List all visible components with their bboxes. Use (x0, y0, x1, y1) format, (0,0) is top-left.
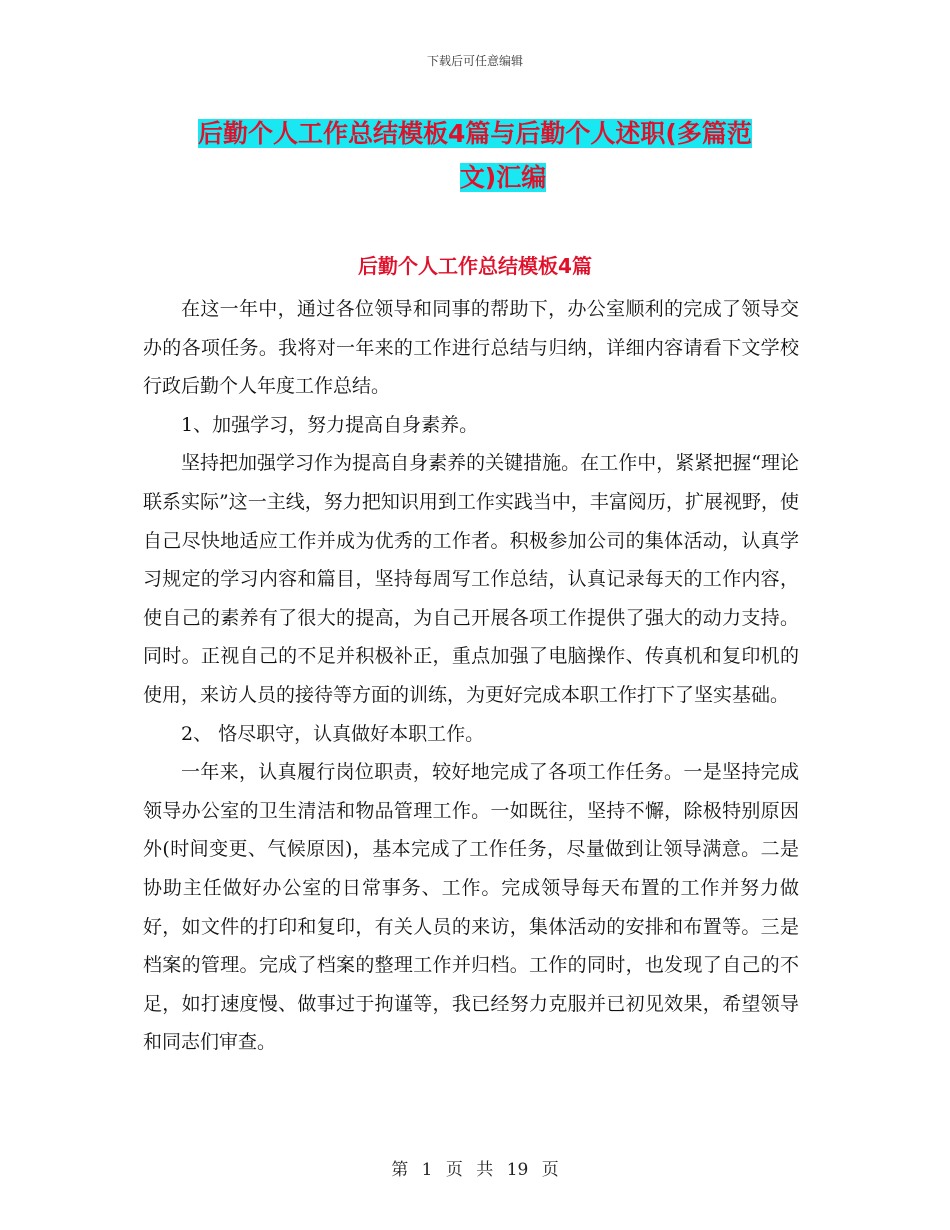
document-title-line-1: 后勤个人工作总结模板4篇与后勤个人述职(多篇范 (198, 119, 752, 148)
paragraph-duty: 一年来，认真履行岗位职责，较好地完成了各项工作任务。一是坚持完成领导办公室的卫生清洁和物品管理工作。一如既往，坚持不懈，除极特别原因外(时间变更、气候原因)，基本完成了工作任务，尽量做到让领导满意。二是协助主任做好办公室的日常事务、工作。完成领导每天布置的工作并努力做好，如文件的打印和复印，有关人员的来访，集体活动的安排和布置等。三是档案的管理。完成了档案的整理工作并归档。工作的同时，也发现了自己的不足，如打速度慢、做事过于拘谨等，我已经努力克服并已初见效果，希望领导和同志们审查。 (143, 761, 799, 1054)
paragraph-study: 坚持把加强学习作为提高自身素养的关键措施。在工作中，紧紧把握“理论联系实际”这一主线，努力把知识用到工作实践当中，丰富阅历，扩展视野，使自己尽快地适应工作并成为优秀的工作者。积极参加公司的集体活动，认真学习规定的学习内容和篇目，坚持每周写工作总结，认真记录每天的工作内容，使自己的素养有了很大的提高，为自己开展各项工作提供了强大的动力支持。同时。正视自己的不足并积极补正，重点加强了电脑操作、传真机和复印机的使用，来访人员的接待等方面的训练，为更好完成本职工作打下了坚实基础。 (143, 452, 799, 706)
document-title-line-2: 文)汇编 (459, 163, 547, 192)
document-title (198, 112, 808, 200)
paragraph-heading-2: 2、 恪尽职守，认真做好本职工作。 (181, 722, 485, 745)
document-body (143, 290, 799, 1062)
page-footer: 第 1 页 共 19 页 (391, 1160, 559, 1180)
header-note: 下载后可任意编辑 (426, 54, 523, 68)
paragraph-intro: 在这一年中，通过各位领导和同事的帮助下，办公室顺利的完成了领导交办的各项任务。我将对一年来的工作进行总结与归纳，详细内容请看下文学校行政后勤个人年度工作总结。 (143, 298, 799, 398)
section-title: 后勤个人工作总结模板4篇 (358, 254, 592, 278)
paragraph-heading-1: 1、加强学习，努力提高自身素养。 (181, 413, 479, 436)
